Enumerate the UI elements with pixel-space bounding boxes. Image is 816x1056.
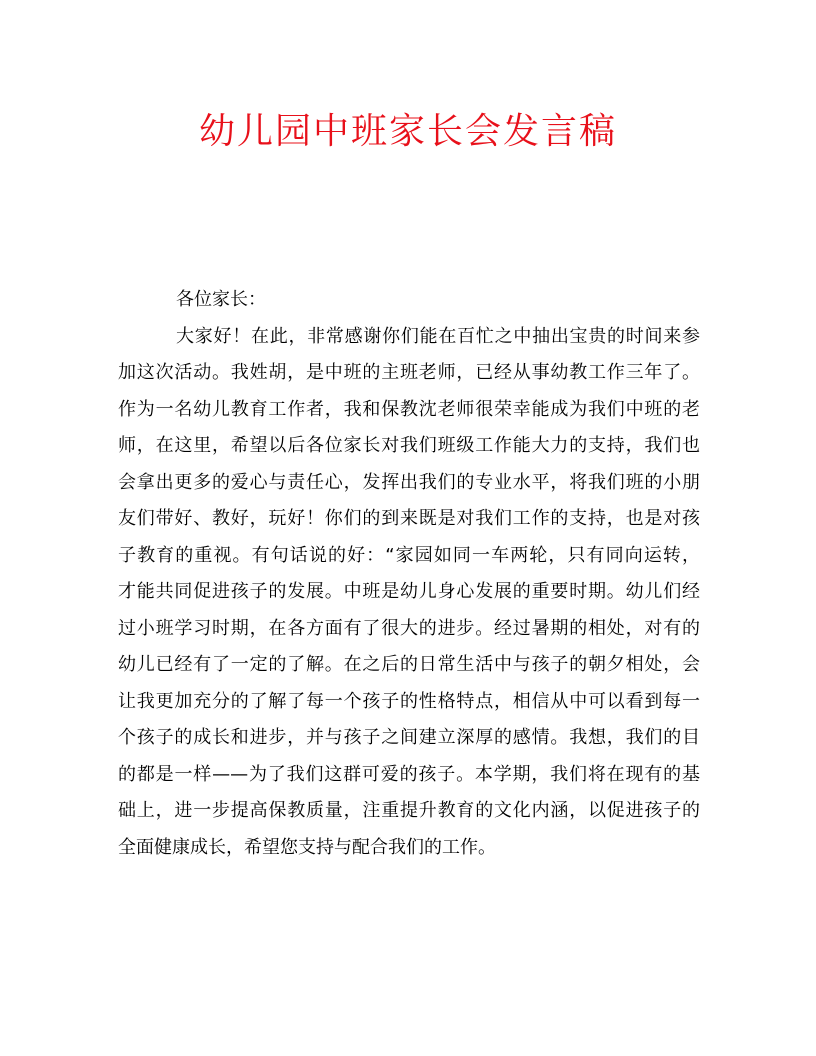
paragraph-line: 友们带好、教好，玩好！你们的到来既是对我们工作的支持，也是对孩 xyxy=(118,508,700,529)
paragraph-line: 师，在这里，希望以后各位家长对我们班级工作能大力的支持，我们也 xyxy=(118,435,700,456)
paragraph-line: 的都是一样——为了我们这群可爱的孩子。本学期，我们将在现有的基 xyxy=(118,763,700,785)
paragraph-line: 过小班学习时期，在各方面有了很大的进步。经过暑期的相处，对有的 xyxy=(118,617,700,639)
paragraph-line: 个孩子的成长和进步，并与孩子之间建立深厚的感情。我想，我们的目 xyxy=(118,727,700,748)
document-title: 幼儿园中班家长会发言稿 xyxy=(198,111,617,152)
document-body xyxy=(118,282,700,866)
paragraph-line: 大家好！在此，非常感谢你们能在百忙之中抽出宝贵的时间来参 xyxy=(176,325,700,347)
paragraph-line: 才能共同促进孩子的发展。中班是幼儿身心发展的重要时期。幼儿们经 xyxy=(118,581,700,602)
paragraph-line: 让我更加充分的了解了每一个孩子的性格特点，相信从中可以看到每一 xyxy=(118,690,700,712)
paragraph-line: 子教育的重视。有句话说的好：“家园如同一车两轮，只有同向运转， xyxy=(118,544,700,566)
paragraph-line: 作为一名幼儿教育工作者，我和保教沈老师很荣幸能成为我们中班的老 xyxy=(118,398,700,420)
paragraph-line: 幼儿已经有了一定的了解。在之后的日常生活中与孩子的朝夕相处，会 xyxy=(118,654,700,675)
paragraph-line: 全面健康成长，希望您支持与配合我们的工作。 xyxy=(118,836,496,858)
salutation: 各位家长： xyxy=(176,289,266,310)
paragraph-line: 会拿出更多的爱心与责任心，发挥出我们的专业水平，将我们班的小朋 xyxy=(118,471,700,493)
paragraph-line: 加这次活动。我姓胡，是中班的主班老师，已经从事幼教工作三年了。 xyxy=(118,362,700,383)
paragraph-line: 础上，进一步提高保教质量，注重提升教育的文化内涵，以促进孩子的 xyxy=(118,800,700,821)
